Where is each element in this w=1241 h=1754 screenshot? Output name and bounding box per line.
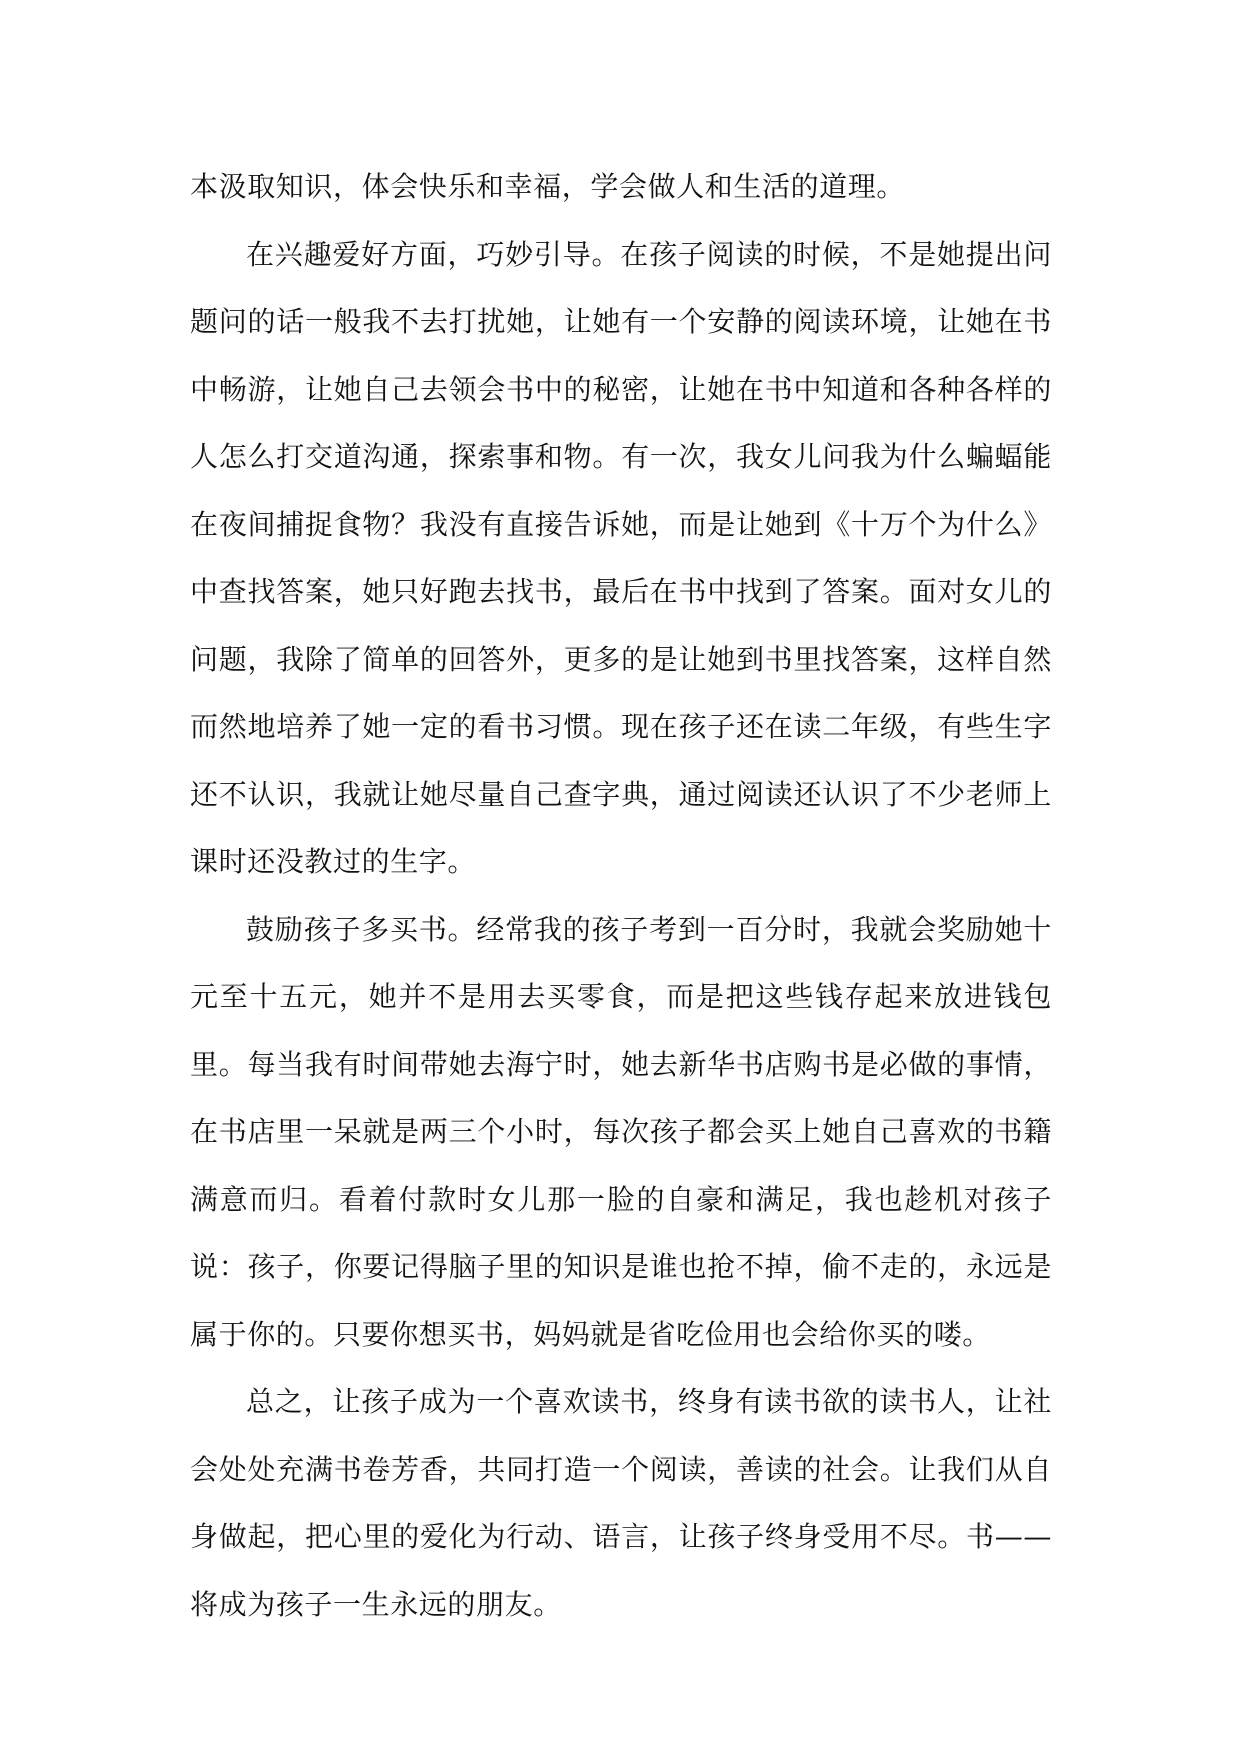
paragraph-4: 总之，让孩子成为一个喜欢读书，终身有读书欲的读书人，让社会处处充满书卷芳香，共同打造一个阅读，善读的社会。让我们从自身做起，把心里的爱化为行动、语言，让孩子终身受用不尽。书——将成为孩子一生永远的朋友。	[190, 1385, 1052, 1621]
paragraph-1: 本汲取知识，体会快乐和幸福，学会做人和生活的道理。	[190, 170, 906, 203]
document-body	[190, 153, 1052, 1638]
paragraph-2: 在兴趣爱好方面，巧妙引导。在孩子阅读的时候，不是她提出问题问的话一般我不去打扰她，让她有一个安静的阅读环境，让她在书中畅游，让她自己去领会书中的秘密，让她在书中知道和各种各样的人怎么打交道沟通，探索事和物。有一次，我女儿问我为什么蝙蝠能在夜间捕捉食物？我没有直接告诉她，而是让她到《十万个为什么》中查找答案，她只好跑去找书，最后在书中找到了答案。面对女儿的问题，我除了简单的回答外，更多的是让她到书里找答案，这样自然而然地培养了她一定的看书习惯。现在孩子还在读二年级，有些生字还不认识，我就让她尽量自己查字典，通过阅读还认识了不少老师上课时还没教过的生字。	[190, 237, 1052, 878]
paragraph-3: 鼓励孩子多买书。经常我的孩子考到一百分时，我就会奖励她十元至十五元，她并不是用去买零食，而是把这些钱存起来放进钱包里。每当我有时间带她去海宁时，她去新华书店购书是必做的事情，在书店里一呆就是两三个小时，每次孩子都会买上她自己喜欢的书籍满意而归。看着付款时女儿那一脸的自豪和满足，我也趁机对孩子说：孩子，你要记得脑子里的知识是谁也抢不掉，偷不走的，永远是属于你的。只要你想买书，妈妈就是省吃俭用也会给你买的喽。	[190, 912, 1052, 1351]
